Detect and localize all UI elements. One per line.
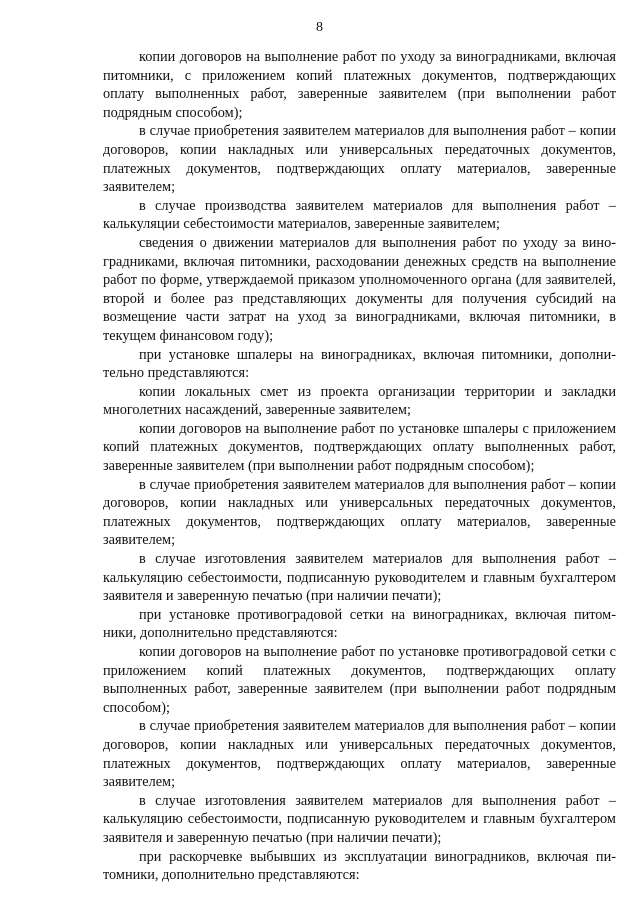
paragraph: копии договоров на выполнение работ по установке шпалеры с приложением копий платежных документов, подтверждающих оплату выполненных работ, заверенные заявителем (при выполнении работ подрядным способом); — [103, 420, 616, 475]
paragraph: при установке шпалеры на виноградниках, включая питомники, дополнительно представляются: — [103, 346, 616, 382]
document-body — [103, 48, 616, 885]
paragraph: в случае приобретения заявителем материалов для выполнения работ – копии договоров, копии накладных или универсальных передаточных документов, платежных документов, подтверждающих оплату материалов, заверенные заявителем; — [103, 123, 616, 196]
paragraph: в случае изготовления заявителем материалов для выполнения работ – калькуляцию себестоимости, подписанную руководителем и главным бухгалтером заявителя и заверенную печатью (при наличии печати); — [103, 792, 616, 846]
paragraph: копии договоров на выполнение работ по уходу за виноградниками, включая питомники, с приложением копий платежных документов, подтверждающих оплату выполненных работ, заверенные заявителем (при выполнении работ подрядным способом); — [103, 49, 616, 121]
paragraph: в случае производства заявителем материалов для выполнения работ – калькуляции себестоимости материалов, заверенные заявителем; — [103, 197, 616, 233]
paragraph: в случае приобретения заявителем материалов для выполнения работ – копии договоров, копии накладных или универсальных передаточных документов, платежных документов, подтверждающих оплату материалов, заверенные заявителем; — [103, 476, 616, 549]
paragraph: копии договоров на выполнение работ по установке противоградовой сетки с приложением копий платежных документов, подтверждающих оплату выполненных работ, заверенные заявителем (при выполнении работ подрядным способом); — [103, 644, 616, 716]
paragraph: сведения о движении материалов для выполнения работ по уходу за виноградниками, включая питомники, расходовании денежных средств на выполнение работ по форме, утверждаемой приказом уполномоченного органа (для заявителей, второй и более раз представляющих документы для получения субсидий на возмещение части затрат на уход за виноградниками, включая питомники, в текущем финансовом году); — [103, 234, 616, 344]
paragraph: при раскорчевке выбывших из эксплуатации виноградников, включая питомники, дополнительно представляются: — [103, 848, 616, 884]
page-number: 8 — [316, 20, 323, 35]
paragraph: копии локальных смет из проекта организации территории и закладки многолетних насаждений, заверенные заявителем; — [103, 383, 616, 419]
paragraph: в случае приобретения заявителем материалов для выполнения работ – копии договоров, копии накладных или универсальных передаточных документов, платежных документов, подтверждающих оплату материалов, заверенные заявителем; — [103, 718, 616, 791]
paragraph: при установке противоградовой сетки на виноградниках, включая питомники, дополнительно представляются: — [103, 606, 616, 642]
paragraph: в случае изготовления заявителем материалов для выполнения работ – калькуляцию себестоимости, подписанную руководителем и главным бухгалтером заявителя и заверенную печатью (при наличии печати); — [103, 551, 616, 605]
